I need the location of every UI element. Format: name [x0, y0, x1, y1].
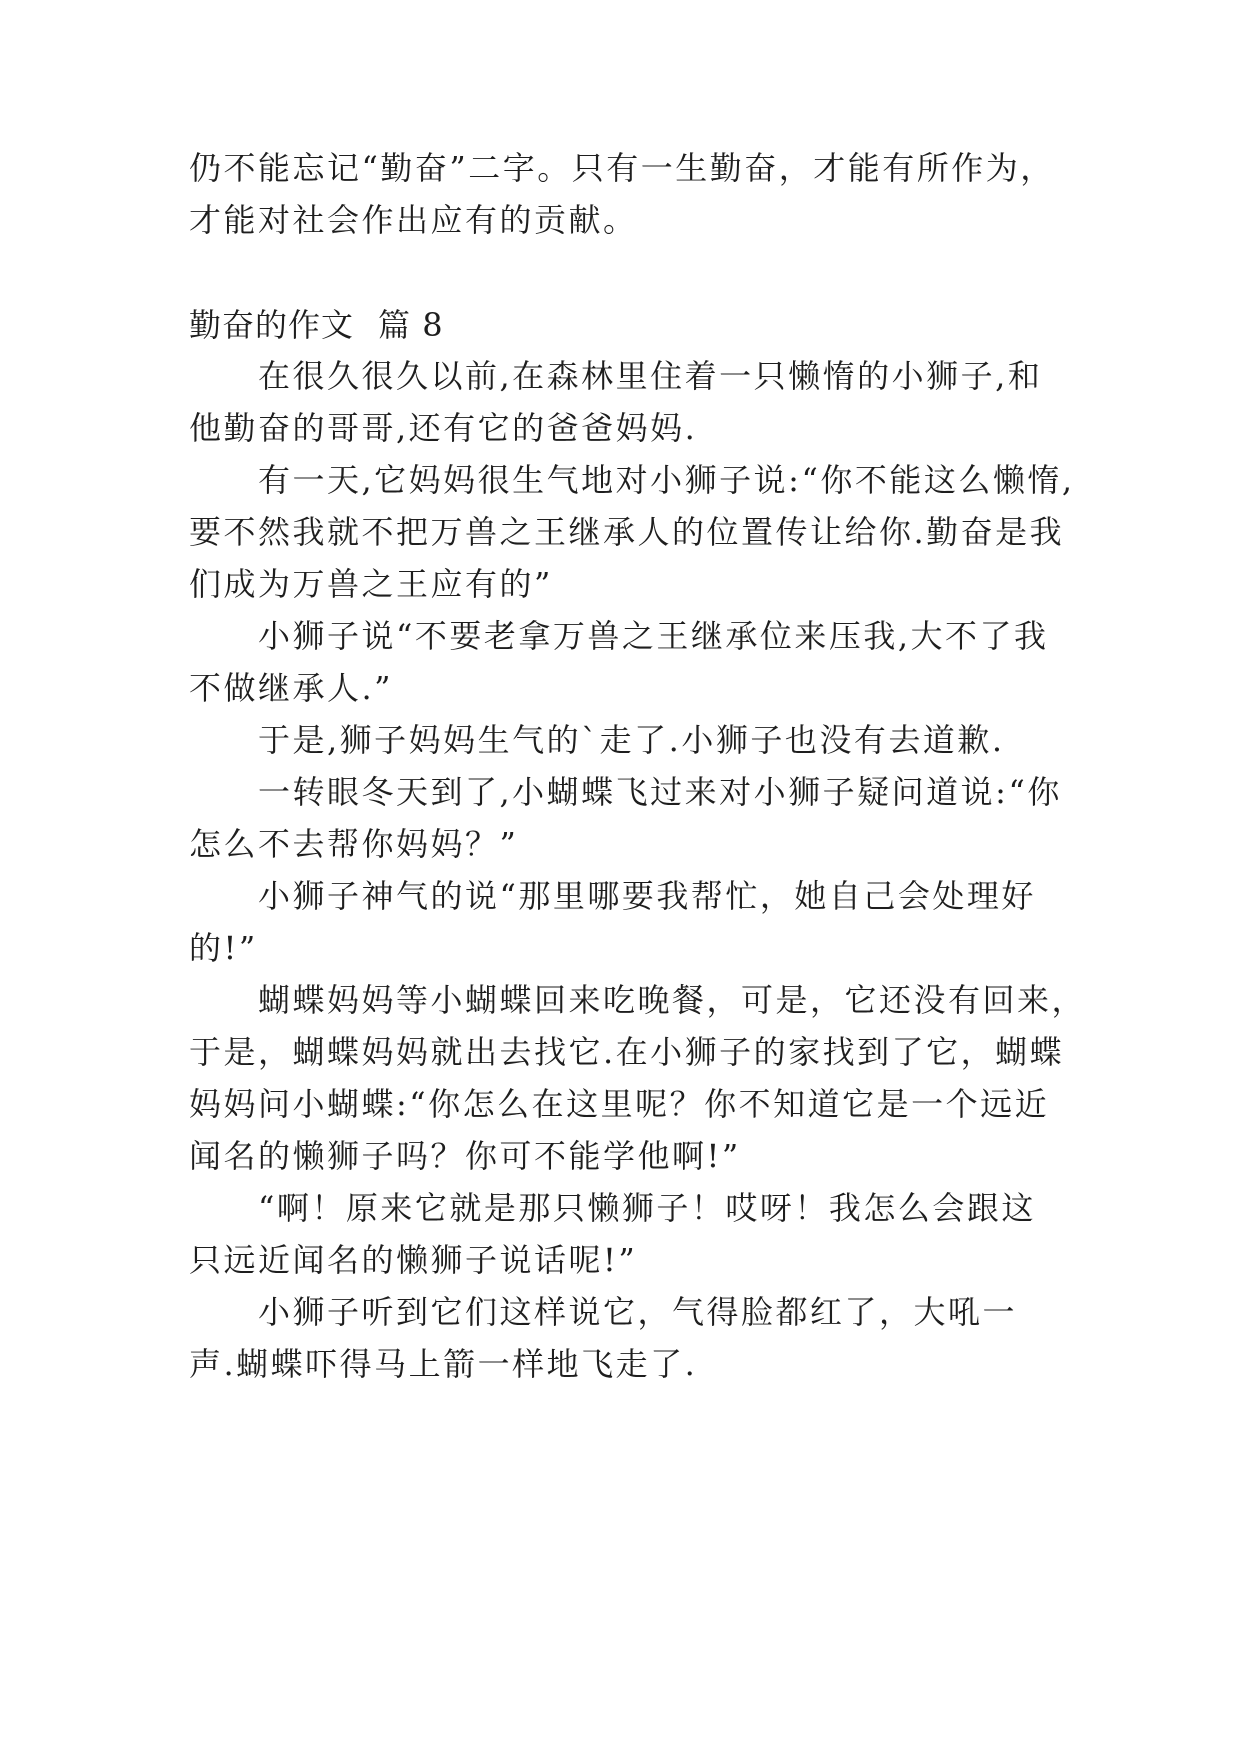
- text-line: 才能对社会作出应有的贡献。: [189, 201, 638, 239]
- paragraph-line: 要不然我就不把万兽之王继承人的位置传让给你.勤奋是我: [189, 513, 1065, 551]
- paragraph-line: 怎么不去帮你妈妈？”: [189, 825, 519, 863]
- paragraph-line: 一转眼冬天到了,小蝴蝶飞过来对小狮子疑问道说:“你: [258, 773, 1062, 811]
- paragraph-line: 只远近闻名的懒狮子说话呢!”: [189, 1241, 638, 1279]
- paragraph-line: 在很久很久以前,在森林里住着一只懒惰的小狮子,和: [258, 357, 1043, 395]
- paragraph-line: 闻名的懒狮子吗？你可不能学他啊!”: [189, 1137, 741, 1175]
- paragraph-line: “啊！原来它就是那只懒狮子！哎呀！我怎么会跟这: [258, 1189, 1036, 1227]
- heading-section: 篇 8: [378, 306, 444, 344]
- paragraph-line: 们成为万兽之王应有的”: [189, 565, 553, 603]
- paragraph-line: 蝴蝶妈妈等小蝴蝶回来吃晚餐，可是，它还没有回来，: [258, 981, 1087, 1019]
- heading-title: 勤奋的作文: [189, 306, 355, 344]
- paragraph-line: 小狮子说“不要老拿万兽之王继承位来压我,大不了我: [258, 617, 1049, 655]
- paragraph-line: 有一天,它妈妈很生气地对小狮子说:“你不能这么懒惰,: [258, 461, 1075, 499]
- paragraph-line: 妈妈问小蝴蝶:“你怎么在这里呢？你不知道它是一个远近: [189, 1085, 1050, 1123]
- paragraph-line: 于是，蝴蝶妈妈就出去找它.在小狮子的家找到了它，蝴蝶: [189, 1033, 1065, 1071]
- paragraph-line: 不做继承人.”: [189, 669, 394, 707]
- paragraph-line: 他勤奋的哥哥,还有它的爸爸妈妈.: [189, 409, 698, 447]
- paragraph-line: 小狮子神气的说“那里哪要我帮忙，她自己会处理好: [258, 877, 1036, 915]
- text-line: 仍不能忘记“勤奋”二字。只有一生勤奋，才能有所作为，: [189, 149, 1055, 187]
- paragraph-line: 的!”: [189, 929, 258, 967]
- paragraph-line: 声.蝴蝶吓得马上箭一样地飞走了.: [189, 1345, 698, 1383]
- paragraph-line: 于是,狮子妈妈生气的`走了.小狮子也没有去道歉.: [258, 721, 1005, 759]
- paragraph-line: 小狮子听到它们这样说它，气得脸都红了，大吼一: [258, 1293, 1018, 1331]
